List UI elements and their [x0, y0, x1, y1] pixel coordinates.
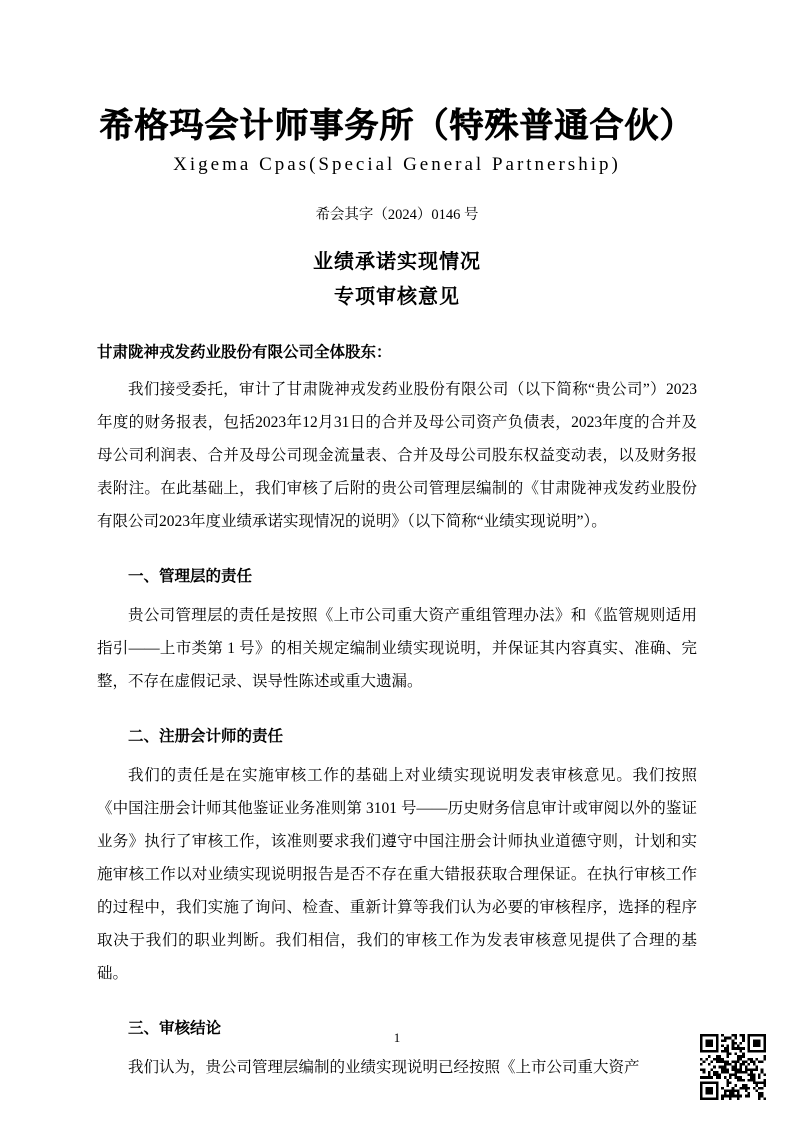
section-heading-management-responsibility: 一、管理层的责任	[128, 568, 253, 585]
document-title	[97, 245, 697, 315]
document-reference-number: 希会其字（2024）0146 号	[315, 207, 479, 223]
qr-code-image	[700, 1034, 766, 1100]
document-body	[97, 373, 697, 1084]
document-title-line1: 业绩承诺实现情况	[313, 251, 481, 273]
firm-name-chinese: 希格玛会计师事务所（特殊普通合伙）	[99, 108, 695, 145]
page-number: 1	[393, 1030, 401, 1045]
intro-paragraph: 我们接受委托，审计了甘肃陇神戎发药业股份有限公司（以下简称“贵公司”）2023年度的财务报表，包括2023年12月31日的合并及母公司资产负债表，2023年度的合并及母公司利润表、合并及母公司现金流量表、合并及母公司股东权益变动表，以及财务报表附注。在此基础上，我们审核了后附的贵公司管理层编制的《甘肃陇神戎发药业股份有限公司2023年度业绩承诺实现情况的说明》（以下简称“业绩实现说明”）。	[97, 381, 697, 530]
section-heading-audit-conclusion: 三、审核结论	[128, 1020, 222, 1037]
document-title-line2: 专项审核意见	[334, 286, 460, 308]
section-body-cpa-responsibility: 我们的责任是在实施审核工作的基础上对业绩实现说明发表审核意见。我们按照《中国注册会计师其他鉴证业务准则第 3101 号——历史财务信息审计或审阅以外的鉴证业务》执行了审核工作，该准则要求我们遵守中国注册会计师执业道德守则，计划和实施审核工作以对业绩实现说明报告是否不存在重大错报获取合理保证。在执行审核工作的过程中，我们实施了询问、检查、重新计算等我们认为必要的审核程序，选择的程序取决于我们的职业判断。我们相信，我们的审核工作为发表审核意见提供了合理的基础。	[97, 767, 697, 982]
section-body-audit-conclusion: 我们认为，贵公司管理层编制的业绩实现说明已经按照《上市公司重大资产	[128, 1059, 640, 1076]
section-heading-cpa-responsibility: 二、注册会计师的责任	[128, 728, 284, 745]
qr-code	[700, 1034, 766, 1100]
section-body-management-responsibility: 贵公司管理层的责任是按照《上市公司重大资产重组管理办法》和《监管规则适用指引——上市类第 1 号》的相关规定编制业绩实现说明，并保证其内容真实、准确、完整，不存在虚假记录、误导性陈述或重大遗漏。	[97, 607, 697, 690]
firm-name-english: Xigema Cpas(Special General Partnership)	[173, 154, 621, 175]
salutation: 甘肃陇神戎发药业股份有限公司全体股东：	[97, 344, 392, 361]
